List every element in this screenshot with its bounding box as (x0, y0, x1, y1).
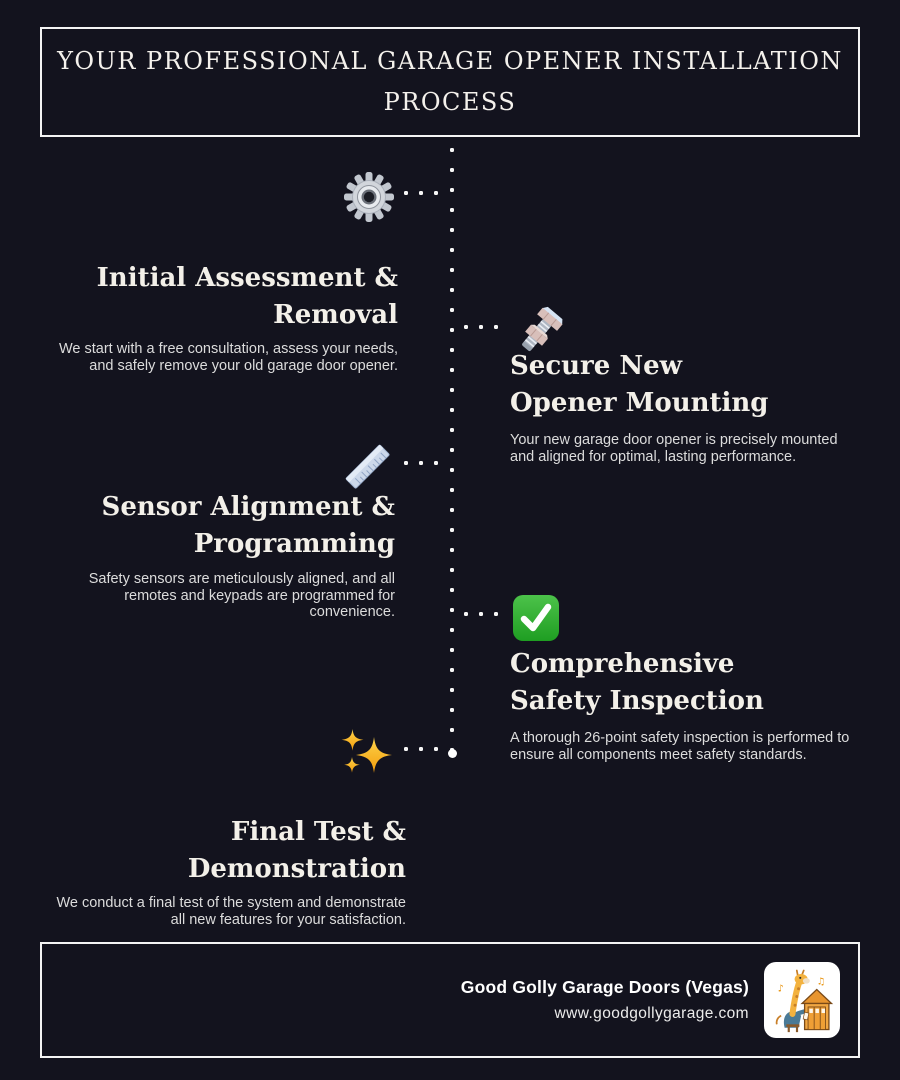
website-url: www.goodgollygarage.com (554, 1005, 749, 1022)
footer-content (42, 944, 858, 1056)
page-title-line-1: YOUR PROFESSIONAL GARAGE OPENER INSTALLATION (57, 47, 843, 75)
company-name: Good Golly Garage Doors (Vegas) (460, 977, 749, 997)
step-4-description: A thorough 26-point safety inspection is performed to ensure all components meet safety standards. (510, 730, 850, 763)
step-3-title: Sensor Alignment & Programming (101, 492, 395, 559)
connector-step-2 (458, 324, 503, 330)
timeline-dotted-line (449, 140, 455, 758)
connector-step-1 (398, 190, 443, 196)
check-mark-icon (512, 594, 560, 647)
gear-icon (344, 172, 394, 227)
svg-text:♫: ♫ (816, 976, 826, 988)
step-2-description: Your new garage door opener is precisely mounted and aligned for optimal, lasting performance. (510, 432, 838, 465)
step-1-description: We start with a free consultation, assess your needs, and safely remove your old garage door opener. (58, 341, 398, 374)
svg-text:♪: ♪ (777, 983, 784, 995)
step-3-description: Safety sensors are meticulously aligned, and all remotes and keypads are programmed for convenience. (88, 571, 395, 620)
giraffe-garage-logo-icon (769, 967, 835, 1033)
footer-text (461, 977, 749, 1023)
step-2 (510, 348, 882, 465)
page-title-line-2: PROCESS (383, 88, 517, 116)
connector-step-4 (458, 611, 503, 617)
footer-box (40, 942, 860, 1058)
sparkles-icon (339, 726, 393, 785)
step-2-title: Secure New Opener Mounting (510, 351, 769, 418)
step-4-title: Comprehensive Safety Inspection (510, 649, 764, 716)
step-1 (30, 260, 398, 374)
step-1-title: Initial Assessment & Removal (96, 263, 398, 330)
connector-step-3 (398, 460, 443, 466)
timeline-end-dot (448, 749, 457, 758)
connector-step-5 (398, 746, 443, 752)
company-logo (764, 962, 840, 1038)
step-5-title: Final Test & Demonstration (187, 817, 406, 884)
header-box (40, 27, 860, 137)
step-3 (50, 489, 395, 621)
step-5 (28, 814, 406, 928)
step-5-description: We conduct a final test of the system and demonstrate all new features for your satisfaction. (56, 895, 406, 928)
step-4 (510, 646, 882, 763)
